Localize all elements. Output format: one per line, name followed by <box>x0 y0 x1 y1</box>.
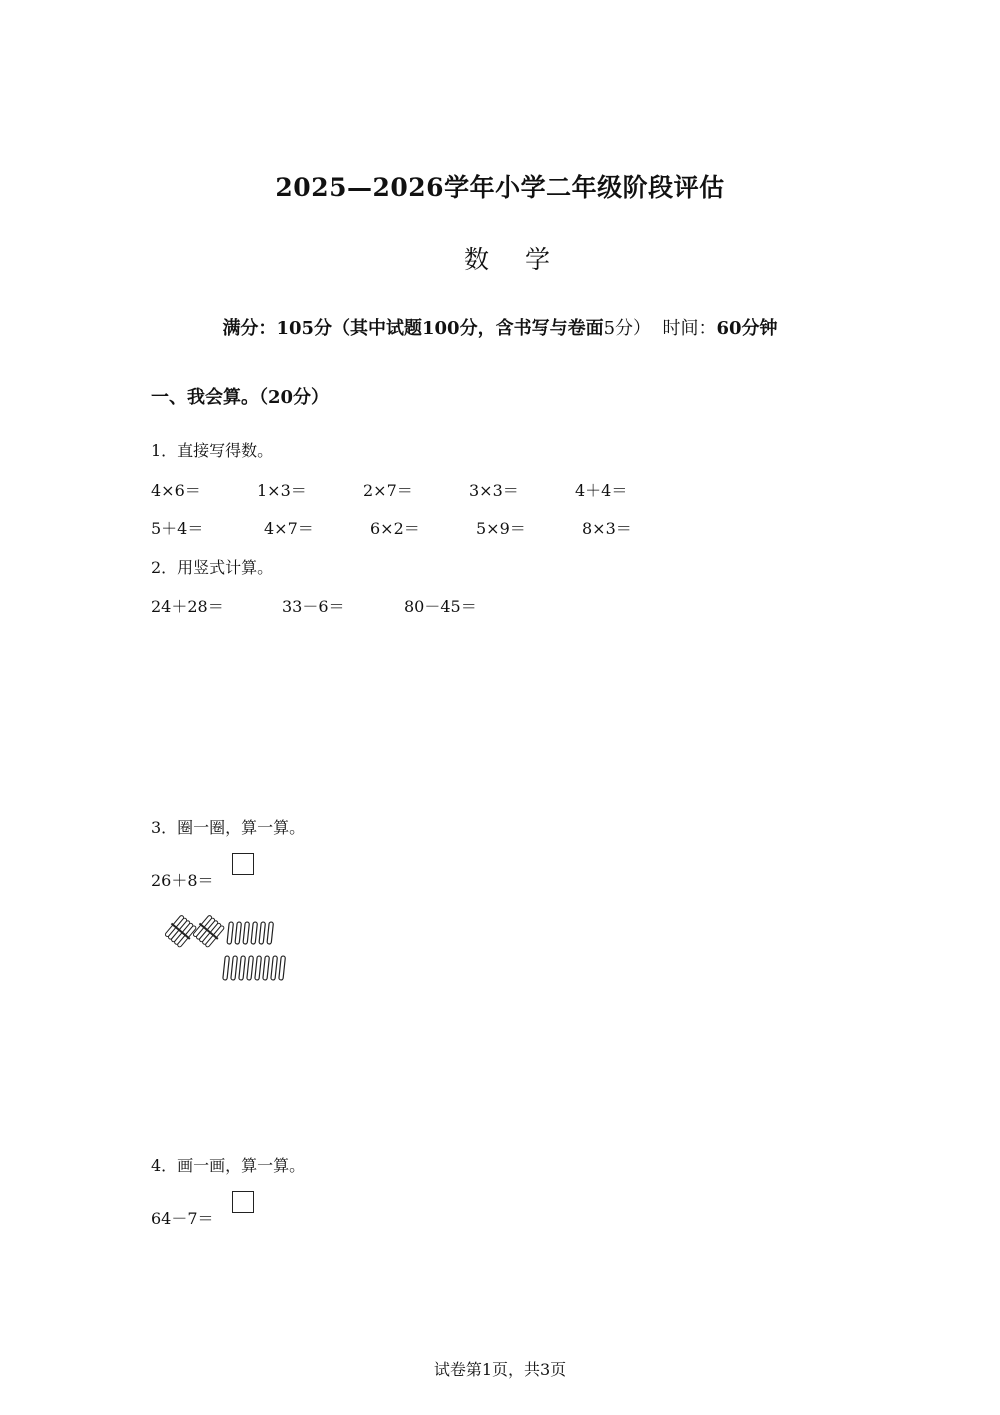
q1-item: 2×7＝ <box>363 481 413 500</box>
counting-stick <box>259 922 265 944</box>
counting-stick <box>243 922 249 944</box>
q1-item: 4×6＝ <box>151 481 201 500</box>
q1-item: 5×9＝ <box>476 519 526 538</box>
q2-item: 33－6＝ <box>282 597 345 616</box>
section-heading: 一、我会算。（20分） <box>151 387 330 408</box>
counting-stick <box>227 922 233 944</box>
q1-row-1 <box>151 478 627 501</box>
counting-stick <box>279 956 286 980</box>
q1-item: 8×3＝ <box>582 519 632 538</box>
time-value: 60分钟 <box>716 318 778 339</box>
counting-stick <box>263 956 270 980</box>
exam-meta <box>0 314 1000 340</box>
counting-stick <box>247 956 254 980</box>
loose-sticks-row-2 <box>223 956 286 980</box>
q1-row-2 <box>151 516 632 539</box>
q2-item: 80－45＝ <box>404 597 477 616</box>
question-3-label: 3．圈一圈，算一算。 <box>151 818 306 837</box>
counting-stick <box>231 956 238 980</box>
full-score-label: 满分： <box>222 318 277 339</box>
page-footer: 试卷第1页，共3页 <box>433 1360 567 1379</box>
question-4-label: 4．画一画，算一算。 <box>151 1156 306 1175</box>
full-score-value: 105分（其中试题100分，含书写与卷面 <box>276 318 604 339</box>
q3-answer-box[interactable] <box>232 853 254 875</box>
question-1-label: 1．直接写得数。 <box>151 441 274 460</box>
counting-stick <box>255 956 262 980</box>
writing-points: 5分） <box>603 318 652 339</box>
subject-title: 数 学 <box>464 245 564 274</box>
loose-sticks-row-1 <box>227 922 273 944</box>
time-label: 时间： <box>662 318 717 339</box>
counting-sticks-figure <box>160 912 300 988</box>
q1-item: 1×3＝ <box>257 481 307 500</box>
q2-row <box>151 594 477 617</box>
question-2-label: 2．用竖式计算。 <box>151 558 274 577</box>
stick-bundle <box>191 914 226 949</box>
counting-stick <box>239 956 246 980</box>
q1-item: 6×2＝ <box>370 519 420 538</box>
counting-stick <box>223 956 230 980</box>
counting-stick <box>235 922 241 944</box>
q3-expression: 26＋8＝ <box>151 871 214 890</box>
q1-item: 4＋4＝ <box>575 481 628 500</box>
counting-stick <box>267 922 273 944</box>
stick-bundles <box>163 914 226 949</box>
counting-stick <box>251 922 257 944</box>
q1-item: 5＋4＝ <box>151 519 204 538</box>
q1-item: 3×3＝ <box>469 481 519 500</box>
stick-bundle <box>163 914 198 949</box>
counting-stick <box>271 956 278 980</box>
q4-expression: 64－7＝ <box>151 1209 214 1228</box>
exam-title: 2025—2026学年小学二年级阶段评估 <box>275 173 725 202</box>
q1-item: 4×7＝ <box>264 519 314 538</box>
q2-item: 24＋28＝ <box>151 597 224 616</box>
q4-answer-box[interactable] <box>232 1191 254 1213</box>
